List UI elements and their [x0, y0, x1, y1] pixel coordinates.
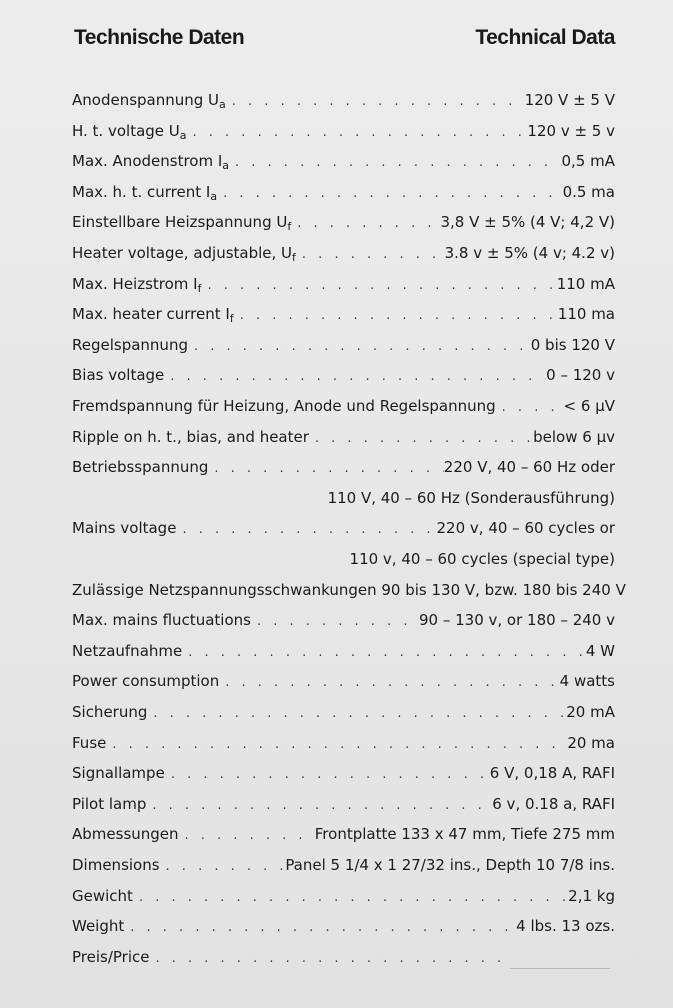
spec-label: Max. Heizstrom $I_f$	[72, 274, 202, 295]
spec-label: Sicherung	[72, 703, 148, 721]
leader-dots	[234, 304, 558, 328]
spec-row	[72, 578, 626, 602]
leader-dots	[309, 427, 533, 451]
spec-row	[72, 272, 615, 296]
spec-label: Regelspannung	[72, 335, 188, 354]
spec-row	[72, 945, 503, 969]
leader-dots	[251, 610, 419, 634]
leader-dots	[188, 335, 531, 359]
spec-label-subscript: f	[229, 312, 234, 326]
spec-row	[72, 333, 615, 357]
leader-dots	[124, 916, 516, 940]
spec-label: Zulässige Netzspannungsschwankungen 90 bis 130 V, bzw. 180 bis 240 V	[72, 580, 626, 599]
spec-row	[72, 792, 615, 816]
spec-value: 110 V, 40 – 60 Hz (Sonderausführung)	[327, 488, 615, 507]
spec-label-subscript: f	[287, 220, 292, 234]
leader-dots	[179, 824, 315, 848]
leader-dots	[165, 763, 490, 787]
spec-value: 3.8 v ± 5% (4 v; 4.2 v)	[444, 244, 615, 262]
spec-row	[72, 761, 615, 785]
spec-label: Signallampe	[72, 764, 165, 783]
spec-label: Preis/Price	[72, 947, 150, 966]
spec-value: below 6 µv	[533, 427, 615, 446]
spec-row	[72, 394, 615, 418]
spec-label: Power consumption	[72, 672, 220, 691]
spec-row	[72, 914, 615, 938]
spec-label: Bias voltage	[72, 366, 165, 385]
spec-row	[72, 180, 615, 204]
spec-label-subscript: a	[210, 189, 218, 203]
spec-label-subscript: f	[292, 251, 296, 264]
spec-label: Betriebsspannung	[72, 458, 209, 477]
spec-value: 110 mA	[556, 274, 615, 293]
spec-value: 0.5 ma	[562, 182, 615, 201]
spec-row	[72, 425, 615, 449]
spec-label: Max. mains fluctuations	[72, 611, 251, 630]
leader-dots	[208, 457, 443, 481]
spec-value: 0 – 120 v	[546, 366, 615, 385]
spec-label: Max. heater current $I_f$	[72, 305, 234, 326]
leader-dots	[106, 733, 567, 757]
spec-row	[72, 88, 615, 112]
spec-value: 2,1 kg	[568, 886, 615, 905]
spec-value: 20 ma	[567, 733, 615, 752]
spec-row	[72, 639, 615, 663]
leader-dots	[187, 121, 528, 145]
leader-dots	[217, 182, 563, 206]
spec-row	[72, 516, 615, 540]
leader-dots	[160, 855, 286, 879]
spec-value: 4 W	[585, 641, 615, 660]
spec-label-subscript: a	[179, 128, 187, 142]
spec-value: 120 V ± 5 V	[524, 91, 615, 109]
leader-dots	[133, 886, 568, 910]
leader-dots	[219, 671, 559, 695]
leader-dots	[202, 274, 557, 298]
spec-value: 120 v ± 5 v	[527, 121, 615, 140]
leader-dots	[291, 212, 440, 236]
spec-row	[72, 149, 615, 173]
spec-row	[72, 731, 615, 755]
spec-value: 220 V, 40 – 60 Hz oder	[443, 458, 615, 477]
spec-value: Panel 5 1/4 x 1 27/32 ins., Depth 10 7/8 ins.	[285, 856, 615, 874]
spec-row	[72, 853, 615, 877]
leader-dots	[176, 518, 436, 542]
spec-label: Max. Anodenstrom $I_a$	[72, 152, 230, 173]
spec-value: 3,8 V ± 5% (4 V; 4,2 V)	[440, 213, 615, 232]
spec-label: Max. h. t. current $I_a$	[72, 182, 218, 203]
spec-label: Netzaufnahme	[72, 641, 183, 660]
spec-label: Weight	[72, 917, 125, 936]
spec-value: 0,5 mA	[561, 152, 615, 171]
spec-label: Abmessungen	[72, 825, 179, 844]
spec-row	[72, 822, 615, 846]
spec-row	[72, 669, 615, 693]
spec-value: 20 mA	[566, 703, 615, 721]
spec-value: 6 v, 0.18 a, RAFI	[492, 794, 615, 813]
spec-label-subscript: a	[219, 98, 226, 111]
spec-value: < 6 µV	[563, 397, 615, 415]
leader-dots	[229, 151, 561, 175]
spec-label: Heater voltage, adjustable, $U_f$	[72, 244, 296, 264]
spec-row	[72, 210, 615, 234]
spec-row	[72, 302, 615, 326]
spec-label: Fuse	[72, 733, 107, 752]
leader-dots	[146, 794, 492, 818]
spec-value: 4 watts	[559, 672, 615, 691]
spec-value: 4 lbs. 13 ozs.	[516, 917, 615, 936]
english-heading: Technical Data	[475, 26, 615, 49]
spec-label: Fremdspannung für Heizung, Anode und Regelspannung	[72, 397, 496, 415]
spec-label-subscript: a	[222, 159, 230, 173]
spec-row	[72, 455, 615, 479]
leader-dots	[496, 396, 564, 420]
spec-label: Gewicht	[72, 886, 133, 905]
spec-label: H. t. voltage $U_a$	[72, 121, 187, 142]
spec-label: Dimensions	[72, 856, 160, 874]
spec-value: 90 – 130 v, or 180 – 240 v	[419, 611, 615, 630]
spec-value: 6 V, 0,18 A, RAFI	[489, 764, 615, 783]
spec-label: Anodenspannung $U_a$	[72, 91, 226, 111]
spec-row	[72, 241, 615, 265]
spec-value: 110 v, 40 – 60 cycles (special type)	[349, 550, 615, 568]
spec-row	[72, 700, 615, 724]
spec-row	[72, 486, 615, 510]
price-blank-line	[510, 968, 610, 969]
leader-dots	[164, 365, 546, 389]
spec-row	[72, 608, 615, 632]
leader-dots	[296, 243, 445, 267]
spec-label: Ripple on h. t., bias, and heater	[72, 427, 309, 446]
spec-label: Mains voltage	[72, 519, 177, 538]
spec-value: 220 v, 40 – 60 cycles or	[436, 519, 615, 538]
leader-dots	[182, 641, 586, 665]
spec-row	[72, 547, 615, 571]
spec-label-subscript: f	[197, 281, 202, 295]
spec-label: Einstellbare Heizspannung $U_f$	[72, 213, 292, 234]
spec-value: Frontplatte 133 x 47 mm, Tiefe 275 mm	[314, 825, 615, 844]
leader-dots	[149, 947, 503, 971]
spec-row	[72, 363, 615, 387]
leader-dots	[147, 702, 566, 726]
german-heading: Technische Daten	[74, 26, 245, 49]
spec-row	[72, 119, 615, 143]
leader-dots	[226, 90, 525, 114]
spec-label: Pilot lamp	[72, 794, 147, 813]
spec-value: 110 ma	[557, 305, 615, 324]
spec-value: 0 bis 120 V	[530, 335, 615, 354]
spec-row	[72, 884, 615, 908]
